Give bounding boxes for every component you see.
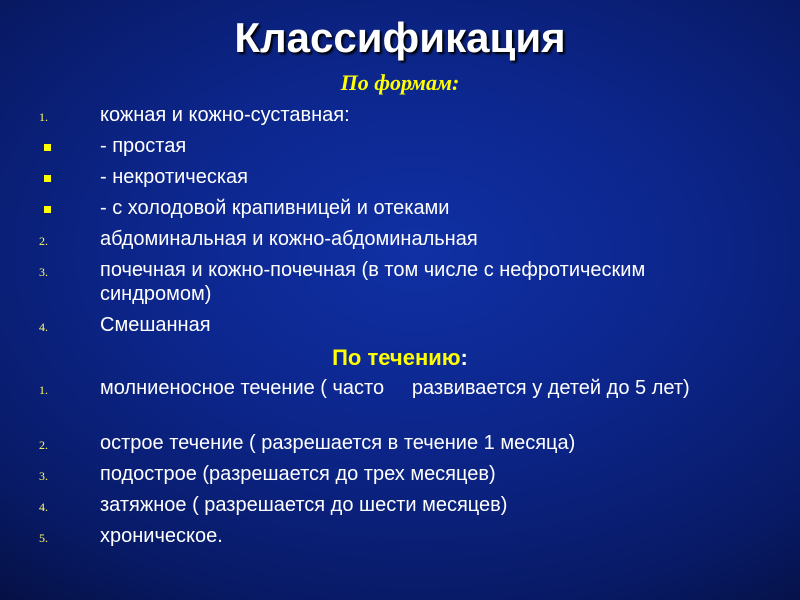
- list-number: 2.: [39, 438, 48, 452]
- square-bullet-icon: [44, 206, 51, 213]
- list-number: 3.: [39, 469, 48, 483]
- list-number: 2.: [39, 234, 48, 248]
- list-item-text: острое течение ( разрешается в течение 1 месяца): [100, 432, 576, 454]
- slide-title: Классификация: [234, 14, 566, 61]
- square-bullet-icon: [44, 144, 51, 151]
- list-number: 4.: [39, 500, 48, 514]
- square-bullet-icon: [44, 175, 51, 182]
- list-item-text: почечная и кожно-почечная (в том числе с нефротическим синдромом): [100, 259, 646, 305]
- course-heading-colon: :: [460, 345, 468, 370]
- list-item-text: - некротическая: [100, 166, 248, 188]
- list-item-text: хроническое.: [100, 525, 223, 547]
- list-number: 1.: [39, 383, 48, 397]
- list-item-text: абдоминальная и кожно-абдоминальная: [100, 228, 478, 250]
- list-item-text: подострое (разрешается до трех месяцев): [100, 463, 496, 485]
- list-number: 3.: [39, 265, 48, 279]
- list-item-text: - с холодовой крапивницей и отеками: [100, 197, 450, 219]
- list-item-text: молниеносное течение ( часто развивается у детей до 5 лет): [100, 377, 690, 399]
- list-item-text: кожная и кожно-суставная:: [100, 104, 350, 126]
- list-item-text: - простая: [100, 135, 187, 157]
- list-number: 1.: [39, 110, 48, 124]
- course-heading: [0, 345, 800, 371]
- course-heading-text: По течению: [332, 345, 461, 370]
- list-number: 4.: [39, 320, 48, 334]
- forms-heading: По формам:: [340, 70, 460, 95]
- list-number: 5.: [39, 531, 48, 545]
- list-item-text: затяжное ( разрешается до шести месяцев): [100, 494, 508, 516]
- list-item-text: Смешанная: [100, 314, 211, 336]
